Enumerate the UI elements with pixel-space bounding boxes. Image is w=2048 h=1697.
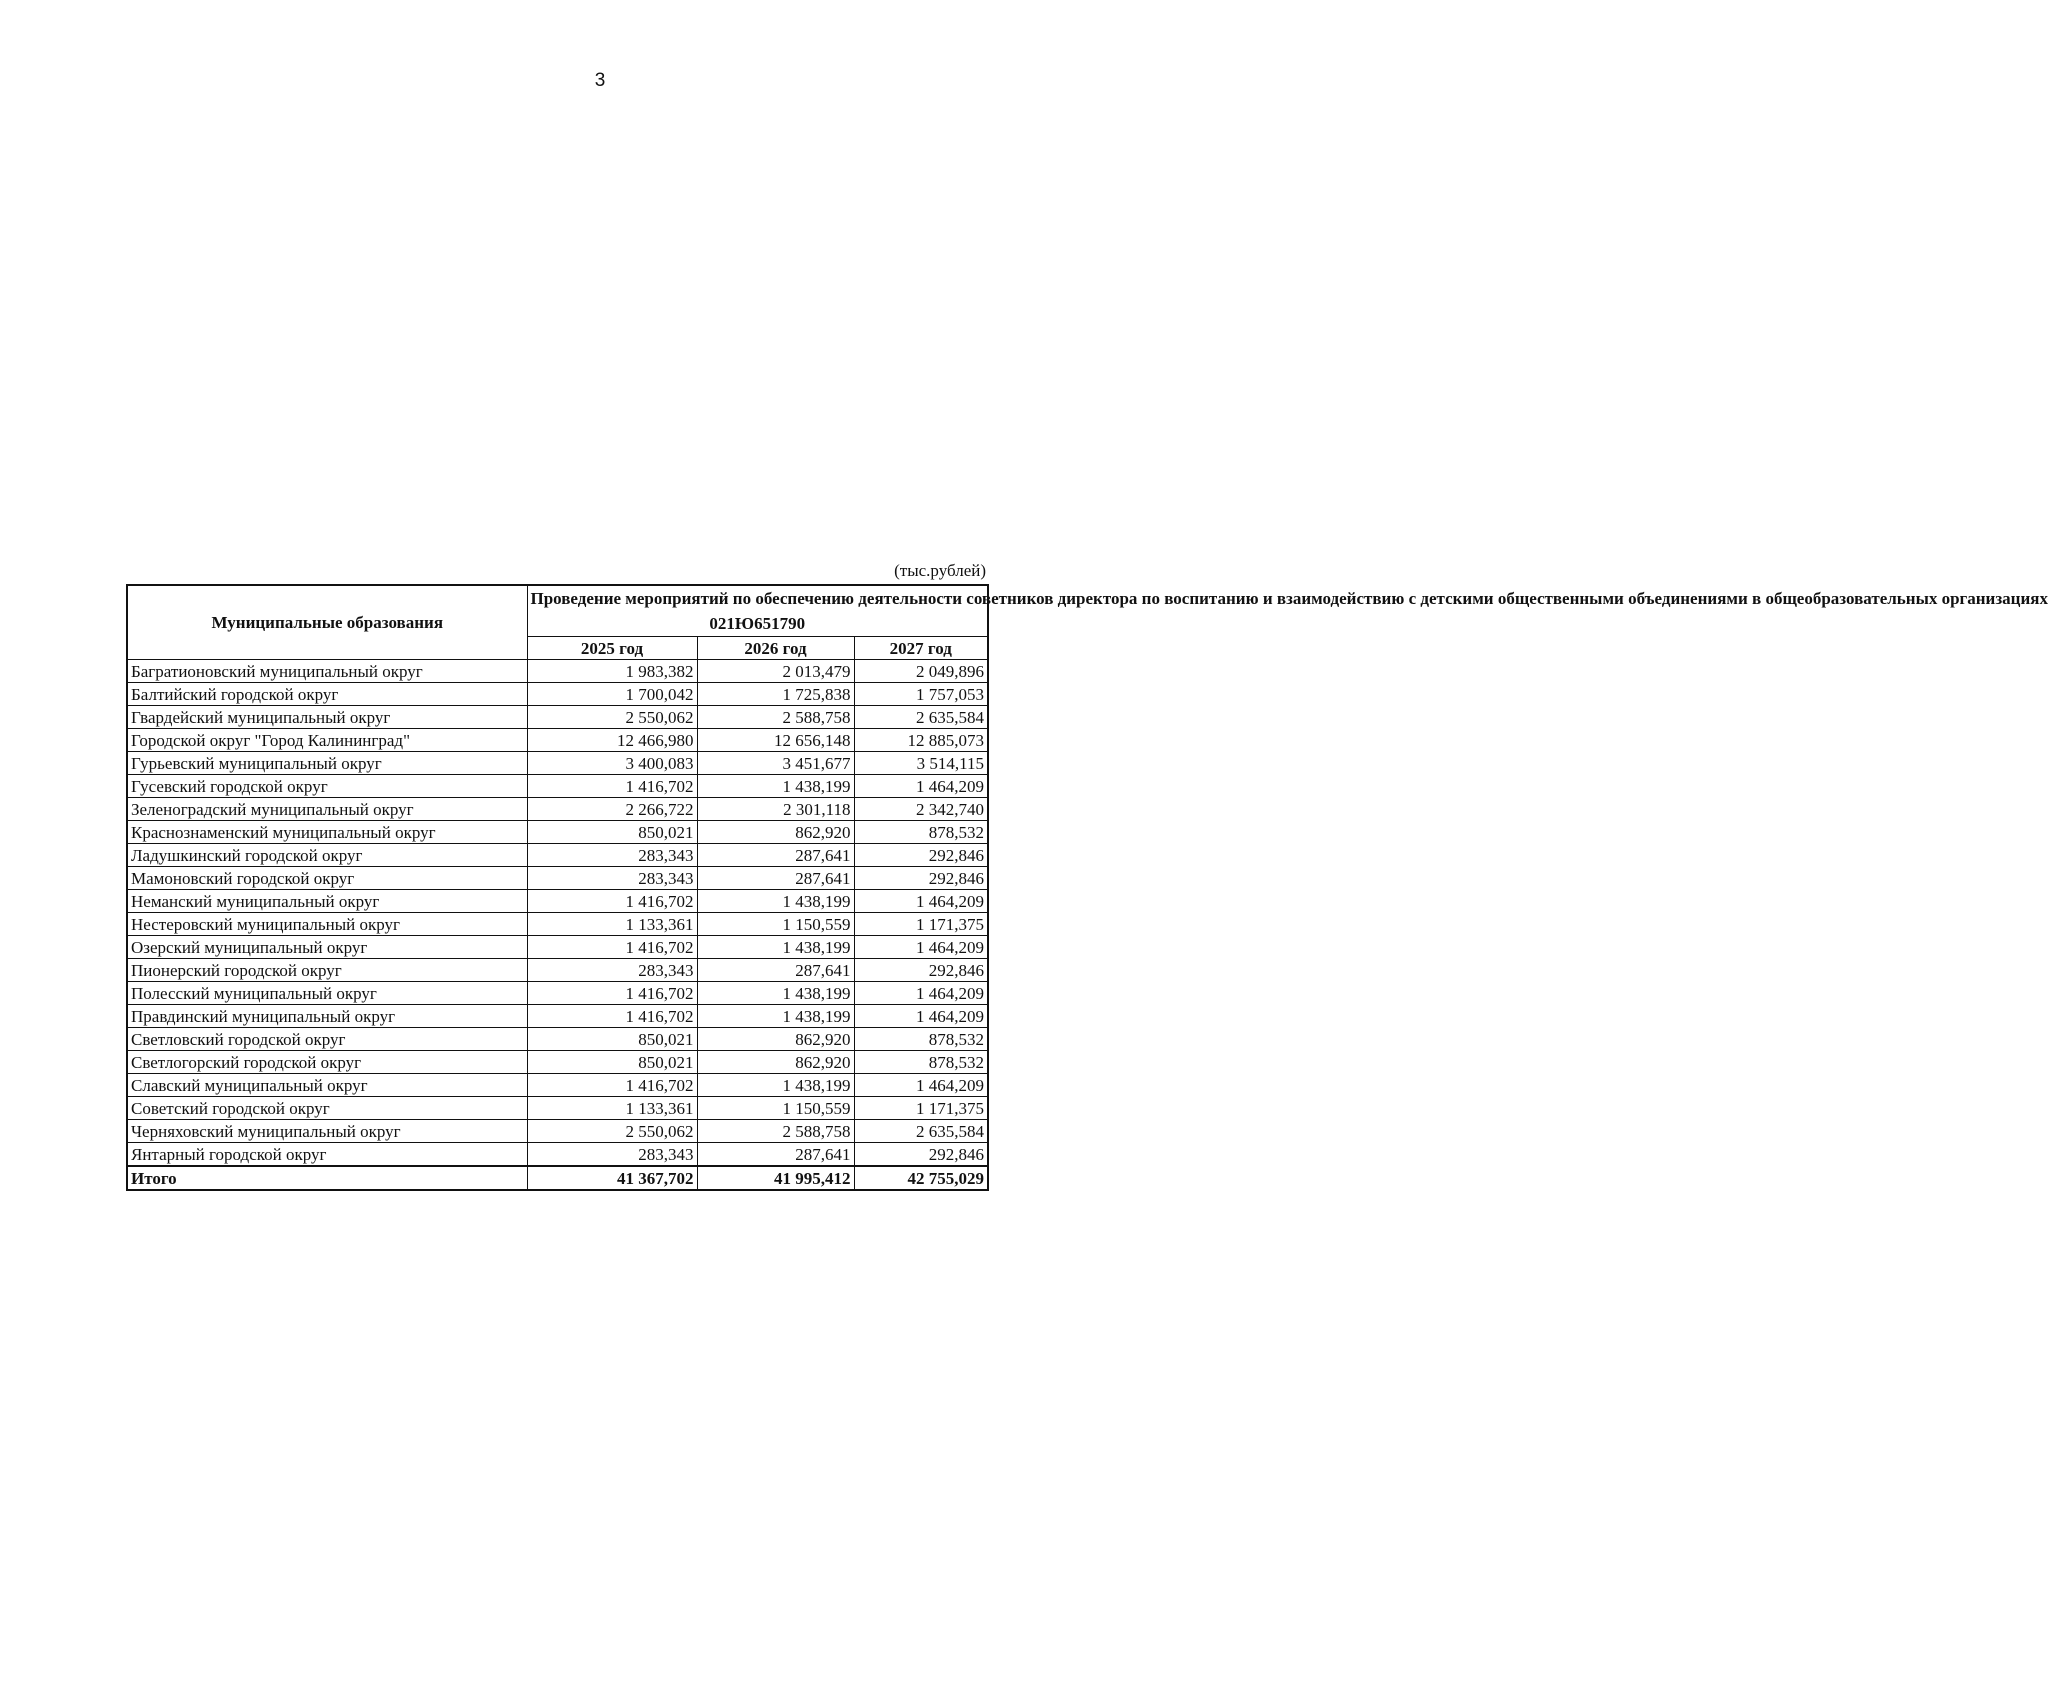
units-label: (тыс.рублей) — [894, 561, 986, 580]
value-2025: 850,021 — [527, 1051, 697, 1074]
table-row — [127, 798, 988, 821]
municipality-name: Советский городской округ — [127, 1097, 527, 1120]
value-2026: 1 438,199 — [697, 982, 854, 1005]
municipality-name: Славский муниципальный округ — [127, 1074, 527, 1097]
value-2027: 12 885,073 — [854, 729, 988, 752]
value-2025: 1 416,702 — [527, 775, 697, 798]
value-2027: 1 464,209 — [854, 1074, 988, 1097]
value-2027: 292,846 — [854, 1143, 988, 1167]
municipality-name: Светлогорский городской округ — [127, 1051, 527, 1074]
value-2027: 1 464,209 — [854, 890, 988, 913]
value-2026: 862,920 — [697, 1051, 854, 1074]
total-value-2027: 42 755,029 — [854, 1166, 988, 1190]
table-row — [127, 936, 988, 959]
value-2026: 2 588,758 — [697, 1120, 854, 1143]
value-2027: 878,532 — [854, 821, 988, 844]
table-row — [127, 729, 988, 752]
municipality-name: Неманский муниципальный округ — [127, 890, 527, 913]
table-row — [127, 821, 988, 844]
value-2027: 1 464,209 — [854, 936, 988, 959]
value-2025: 1 416,702 — [527, 1005, 697, 1028]
description-text: Проведение мероприятий по обеспечению деятельности советников директора по воспитанию и взаимодействию с детскими общественными объединениями в общеобразовательных организациях — [530, 589, 2048, 608]
value-2027: 1 171,375 — [854, 1097, 988, 1120]
budget-table — [126, 584, 2048, 1191]
municipality-name: Гурьевский муниципальный округ — [127, 752, 527, 775]
table-row — [127, 982, 988, 1005]
description-column-header — [527, 585, 2048, 637]
total-municipality-name: Итого — [127, 1166, 527, 1190]
table-row — [127, 867, 988, 890]
value-2026: 1 438,199 — [697, 1005, 854, 1028]
value-2025: 283,343 — [527, 867, 697, 890]
municipality-name: Правдинский муниципальный округ — [127, 1005, 527, 1028]
value-2026: 2 588,758 — [697, 706, 854, 729]
value-2027: 2 049,896 — [854, 660, 988, 683]
value-2026: 287,641 — [697, 1143, 854, 1167]
table-row — [127, 1074, 988, 1097]
value-2026: 1 725,838 — [697, 683, 854, 706]
value-2026: 1 438,199 — [697, 936, 854, 959]
value-2026: 287,641 — [697, 959, 854, 982]
value-2025: 2 266,722 — [527, 798, 697, 821]
municipality-name: Городской округ "Город Калининград" — [127, 729, 527, 752]
value-2027: 878,532 — [854, 1028, 988, 1051]
value-2027: 292,846 — [854, 867, 988, 890]
value-2026: 862,920 — [697, 1028, 854, 1051]
municipality-name: Пионерский городской округ — [127, 959, 527, 982]
value-2027: 3 514,115 — [854, 752, 988, 775]
table-row — [127, 959, 988, 982]
table-row — [127, 1120, 988, 1143]
table-row — [127, 844, 988, 867]
value-2026: 2 301,118 — [697, 798, 854, 821]
value-2027: 292,846 — [854, 844, 988, 867]
table-row — [127, 775, 988, 798]
municipality-name: Краснознаменский муниципальный округ — [127, 821, 527, 844]
value-2026: 287,641 — [697, 844, 854, 867]
value-2026: 2 013,479 — [697, 660, 854, 683]
value-2025: 1 416,702 — [527, 936, 697, 959]
value-2025: 2 550,062 — [527, 706, 697, 729]
municipality-name: Балтийский городской округ — [127, 683, 527, 706]
municipality-name: Нестеровский муниципальный округ — [127, 913, 527, 936]
value-2025: 1 700,042 — [527, 683, 697, 706]
value-2025: 283,343 — [527, 959, 697, 982]
value-2025: 1 983,382 — [527, 660, 697, 683]
table-row — [127, 1028, 988, 1051]
value-2025: 1 133,361 — [527, 1097, 697, 1120]
value-2026: 1 438,199 — [697, 1074, 854, 1097]
header-row — [127, 585, 988, 637]
value-2027: 878,532 — [854, 1051, 988, 1074]
value-2025: 1 133,361 — [527, 913, 697, 936]
municipality-column-header: Муниципальные образования — [127, 585, 527, 660]
value-2026: 12 656,148 — [697, 729, 854, 752]
municipality-name: Янтарный городской округ — [127, 1143, 527, 1167]
value-2027: 292,846 — [854, 959, 988, 982]
value-2026: 862,920 — [697, 821, 854, 844]
table-row — [127, 1005, 988, 1028]
municipality-name: Зеленоградский муниципальный округ — [127, 798, 527, 821]
value-2026: 287,641 — [697, 867, 854, 890]
value-2025: 1 416,702 — [527, 890, 697, 913]
municipality-name: Ладушкинский городской округ — [127, 844, 527, 867]
total-row — [127, 1166, 988, 1190]
value-2025: 3 400,083 — [527, 752, 697, 775]
value-2027: 1 464,209 — [854, 982, 988, 1005]
year-header-2025: 2025 год — [527, 637, 697, 660]
value-2026: 3 451,677 — [697, 752, 854, 775]
table-row — [127, 660, 988, 683]
value-2026: 1 438,199 — [697, 775, 854, 798]
value-2025: 850,021 — [527, 821, 697, 844]
municipality-name: Мамоновский городской округ — [127, 867, 527, 890]
page-number: 3 — [594, 70, 606, 91]
table-row — [127, 1051, 988, 1074]
total-value-2026: 41 995,412 — [697, 1166, 854, 1190]
budget-code: 021Ю651790 — [709, 614, 806, 633]
table-row — [127, 1143, 988, 1167]
table-body — [127, 660, 988, 1191]
value-2025: 12 466,980 — [527, 729, 697, 752]
municipality-name: Черняховский муниципальный округ — [127, 1120, 527, 1143]
value-2025: 283,343 — [527, 1143, 697, 1167]
value-2025: 2 550,062 — [527, 1120, 697, 1143]
year-header-2027: 2027 год — [854, 637, 988, 660]
municipality-name: Гусевский городской округ — [127, 775, 527, 798]
value-2027: 1 757,053 — [854, 683, 988, 706]
value-2026: 1 150,559 — [697, 913, 854, 936]
value-2025: 850,021 — [527, 1028, 697, 1051]
municipality-name: Гвардейский муниципальный округ — [127, 706, 527, 729]
value-2026: 1 438,199 — [697, 890, 854, 913]
table-row — [127, 752, 988, 775]
municipality-name: Полесский муниципальный округ — [127, 982, 527, 1005]
value-2027: 2 342,740 — [854, 798, 988, 821]
table-row — [127, 706, 988, 729]
total-value-2025: 41 367,702 — [527, 1166, 697, 1190]
year-header-2026: 2026 год — [697, 637, 854, 660]
table-row — [127, 1097, 988, 1120]
value-2025: 283,343 — [527, 844, 697, 867]
municipality-name: Багратионовский муниципальный округ — [127, 660, 527, 683]
value-2025: 1 416,702 — [527, 982, 697, 1005]
value-2027: 1 464,209 — [854, 1005, 988, 1028]
table-row — [127, 890, 988, 913]
table-row — [127, 683, 988, 706]
value-2027: 1 171,375 — [854, 913, 988, 936]
municipality-name: Озерский муниципальный округ — [127, 936, 527, 959]
value-2026: 1 150,559 — [697, 1097, 854, 1120]
value-2027: 2 635,584 — [854, 706, 988, 729]
value-2027: 2 635,584 — [854, 1120, 988, 1143]
table-row — [127, 913, 988, 936]
municipality-name: Светловский городской округ — [127, 1028, 527, 1051]
value-2027: 1 464,209 — [854, 775, 988, 798]
value-2025: 1 416,702 — [527, 1074, 697, 1097]
